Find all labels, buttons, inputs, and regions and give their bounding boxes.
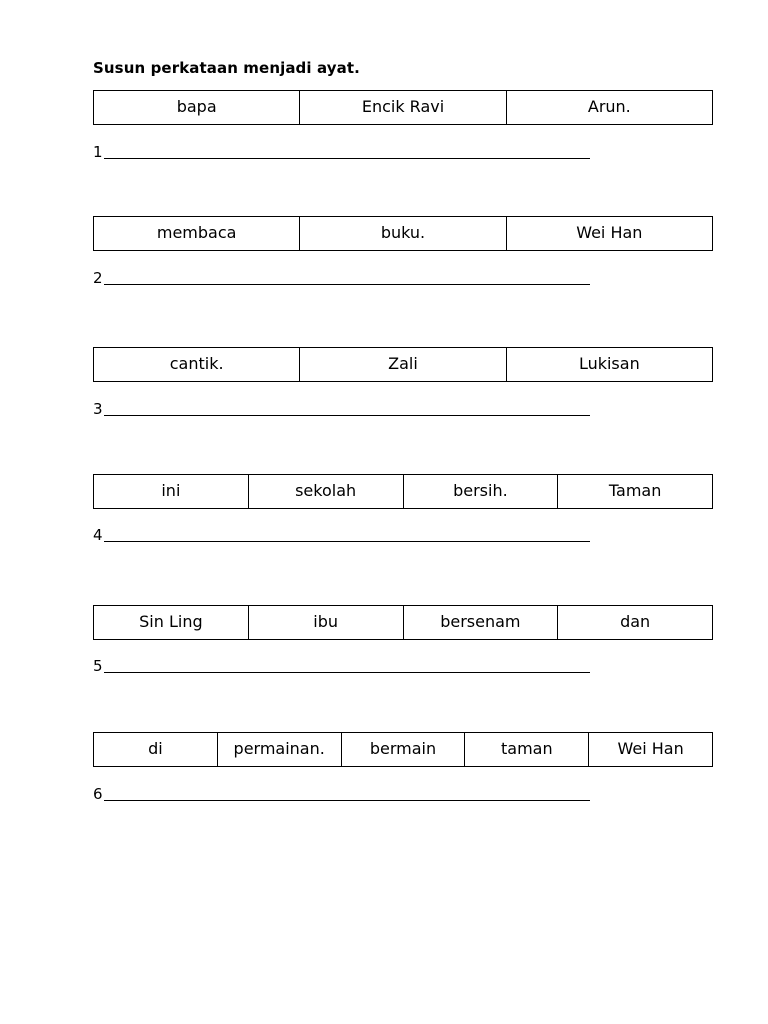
word-cell: buku. [300,217,506,250]
word-box-row-4 [93,474,713,509]
word-cell: taman [465,733,589,766]
answer-line-4[interactable] [93,521,590,543]
answer-blank[interactable] [104,672,590,673]
answer-blank[interactable] [104,415,590,416]
answer-line-3[interactable] [93,395,590,417]
word-cell: bapa [94,91,300,124]
answer-line-5[interactable] [93,652,590,674]
word-cell: Lukisan [578,354,640,373]
word-box-row-6 [93,732,713,767]
answer-blank[interactable] [104,284,590,285]
word-cell: Arun. [587,97,631,116]
answer-line-2[interactable] [93,264,590,286]
word-cell: Wei Han [576,223,643,242]
word-box-row-2 [93,216,713,251]
word-cell: bersih. [404,475,559,508]
word-cell: permainan. [218,733,342,766]
word-cell: ini [94,475,249,508]
word-box-row-1 [93,90,713,125]
word-cell: di [94,733,218,766]
question-number: 1 [93,143,103,161]
word-box-row-3 [93,347,713,382]
question-number: 4 [93,526,103,544]
question-number: 2 [93,269,103,287]
question-number: 6 [93,785,103,803]
word-cell: Taman [608,481,662,500]
word-cell: Sin Ling [94,606,249,639]
question-number: 5 [93,657,103,675]
worksheet-title: Susun perkataan menjadi ayat. [93,59,360,77]
word-cell: bermain [342,733,466,766]
answer-blank[interactable] [104,158,590,159]
word-cell: sekolah [249,475,404,508]
word-cell: Wei Han [617,739,684,758]
answer-line-1[interactable] [93,138,590,160]
word-cell: Zali [300,348,506,381]
word-cell: Encik Ravi [300,91,506,124]
answer-blank[interactable] [104,541,590,542]
question-number: 3 [93,400,103,418]
word-cell: dan [620,612,651,631]
word-cell: cantik. [94,348,300,381]
answer-blank[interactable] [104,800,590,801]
word-cell: bersenam [404,606,559,639]
word-cell: ibu [249,606,404,639]
word-cell: membaca [94,217,300,250]
answer-line-6[interactable] [93,780,590,802]
word-box-row-5 [93,605,713,640]
